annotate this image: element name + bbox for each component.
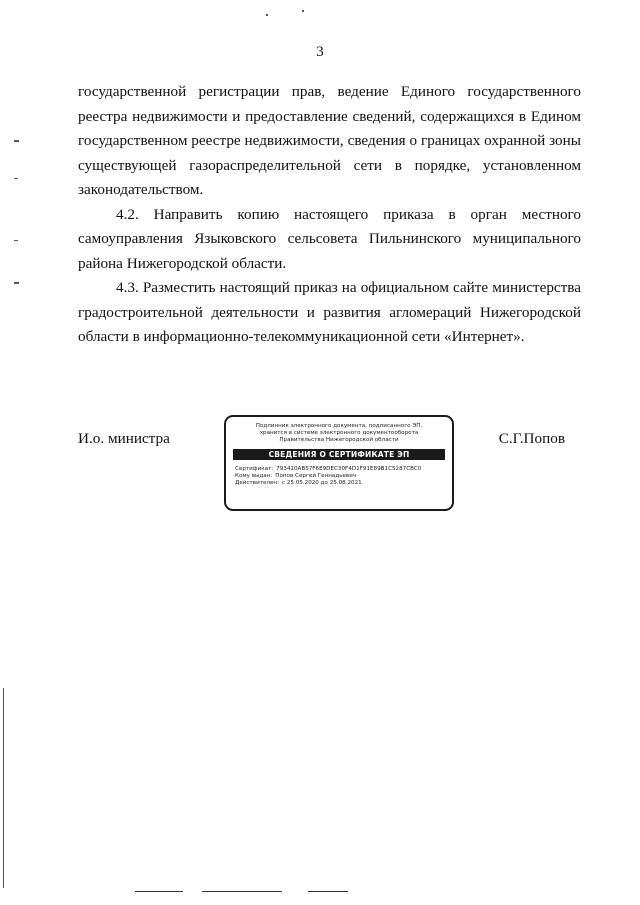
signer-position: И.о. министра (78, 430, 170, 447)
signer-name: С.Г.Попов (498, 430, 565, 447)
stamp-issued-label: Кому выдан: (235, 473, 273, 479)
stamp-details (235, 466, 443, 487)
page-number: 3 (316, 44, 324, 60)
stamp-valid-label: Действителен: (235, 480, 279, 486)
paragraph-continuation: государственной регистрации прав, ведение Единого государственного реестра недвижимости и предоставление сведений, содержащихся в Едином государственном реестре недвижимости, сведения о границах охранной зоны существующей газораспределительной сети в порядке, установленном законодательством. (78, 83, 581, 198)
footer-line (308, 891, 348, 892)
stamp-notice-line-1: Подлинник электронного документа, подписанного ЭП, (255, 423, 423, 429)
stamp-notice-line-2: хранится в системе электронного документооборота (259, 430, 419, 436)
paragraph-4-2: 4.2. Направить копию настоящего приказа в орган местного самоуправления Языковского сельсовета Пильнинского муниципального района Нижегородской области. (78, 205, 581, 272)
document-body (78, 80, 581, 350)
scan-mark (14, 240, 18, 241)
scan-mark (302, 10, 304, 12)
scan-mark (14, 178, 18, 179)
scan-mark (14, 282, 19, 284)
footer-line (135, 891, 183, 892)
signature-block (0, 415, 640, 515)
scan-mark (14, 140, 19, 142)
scan-mark (3, 688, 4, 888)
stamp-certificate-label: Сертификат: (235, 466, 274, 472)
stamp-header: СВЕДЕНИЯ О СЕРТИФИКАТЕ ЭП (233, 449, 445, 460)
paragraph-4-3: 4.3. Разместить настоящий приказ на официальном сайте министерства градостроительной деятельности и развития агломераций Нижегородской области в информационно-телекоммуникационной сети «Интернет». (78, 279, 581, 345)
stamp-valid-row (235, 480, 443, 487)
stamp-issued-row (235, 473, 443, 480)
footer-line (202, 891, 282, 892)
stamp-issued-value: Попов Сергей Геннадьевич (275, 473, 357, 479)
stamp-certificate-value: 793410AB57F6E9DEC30F4D1F91E89B1C5287CBC0 (276, 466, 422, 472)
electronic-signature-stamp (224, 415, 454, 511)
stamp-valid-value: с 25.05.2020 до 25.08.2021 (281, 480, 362, 486)
stamp-notice (226, 423, 452, 444)
stamp-notice-line-3: Правительства Нижегородской области (279, 437, 399, 443)
stamp-certificate-row (235, 466, 443, 473)
scan-mark (266, 14, 268, 16)
